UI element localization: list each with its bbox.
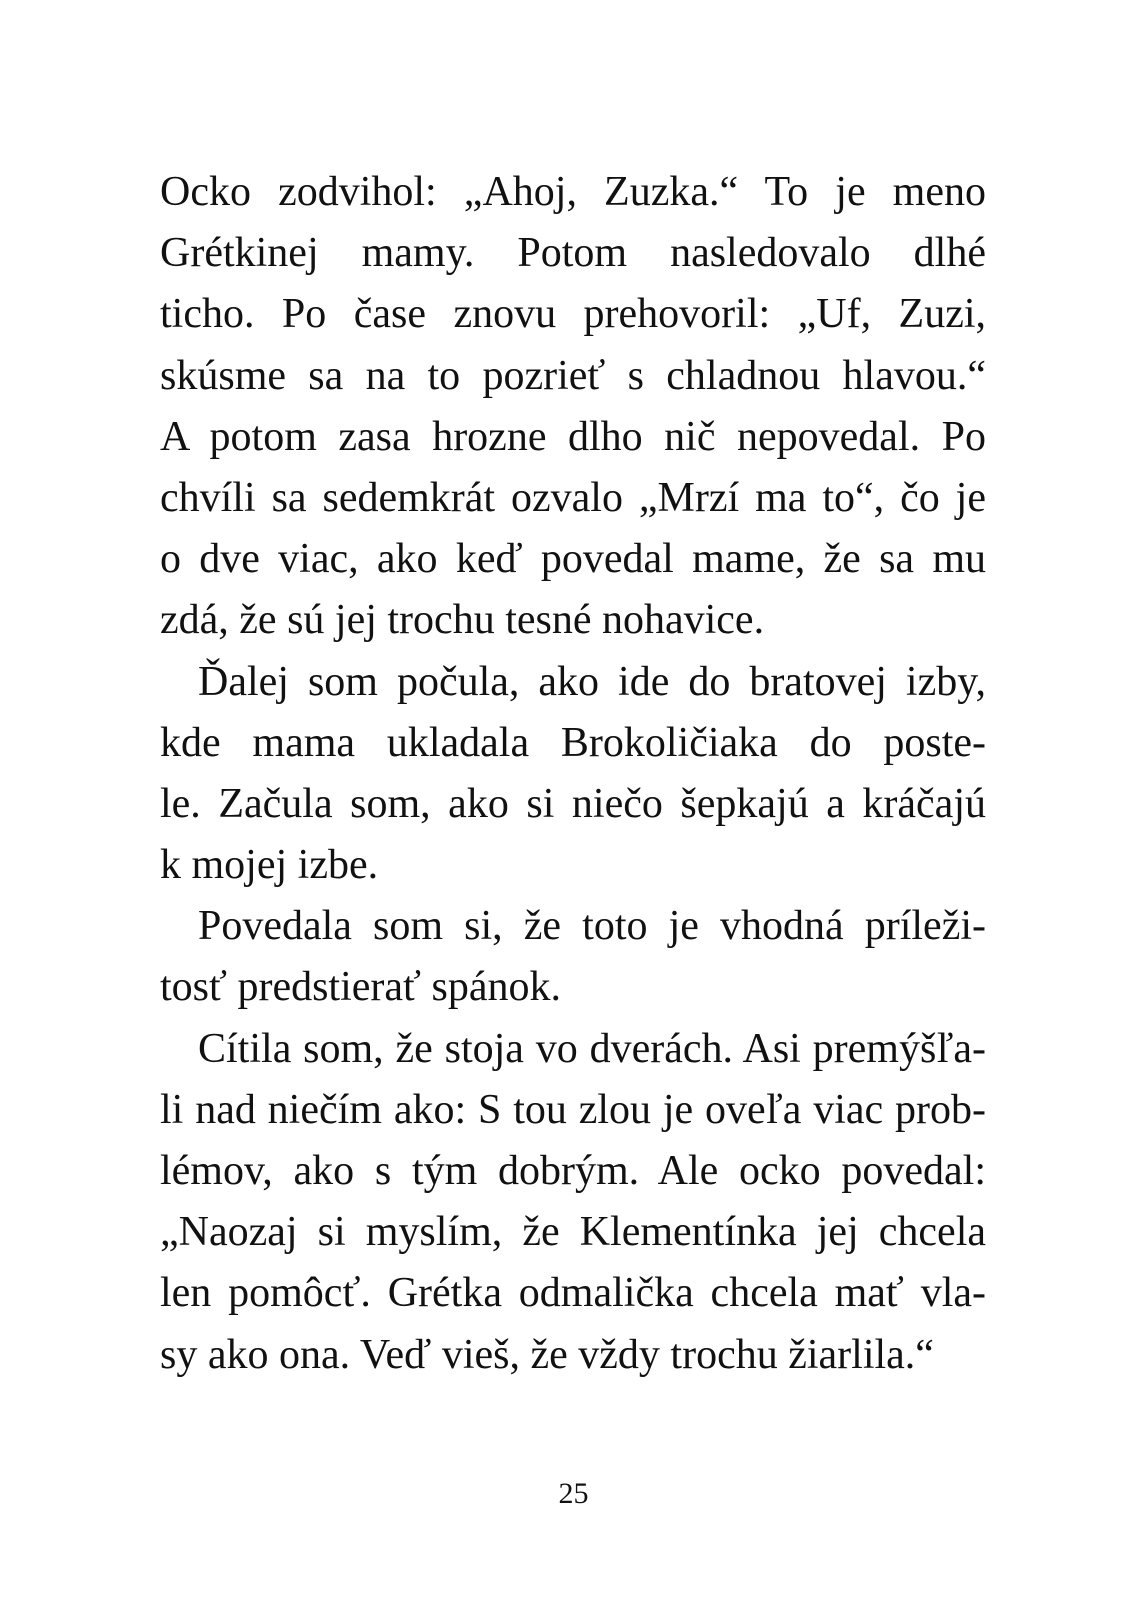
text-line: ticho. Po čase znovu prehovoril: „Uf, Zuzi, — [160, 291, 986, 338]
text-line: le. Začula som, ako si niečo šepkajú a kráčajú — [160, 780, 986, 827]
body-text — [160, 162, 986, 1386]
text-line: Ďalej som počula, ako ide do bratovej izby, — [198, 658, 986, 705]
text-line: o dve viac, ako keď povedal mame, že sa mu — [160, 536, 986, 583]
text-line: chvíli sa sedemkrát ozvalo „Mrzí ma to“, čo je — [160, 474, 986, 521]
text-line: skúsme sa na to pozrieť s chladnou hlavou.“ — [160, 352, 986, 399]
text-line: k mojej izbe. — [160, 842, 379, 889]
text-line: A potom zasa hrozne dlho nič nepovedal. Po — [160, 413, 986, 460]
text-line: zdá, že sú jej trochu tesné nohavice. — [160, 597, 765, 644]
text-line: sy ako ona. Veď vieš, že vždy trochu žiarlila.“ — [160, 1331, 934, 1378]
text-line: len pomôcť. Grétka odmalička chcela mať vla- — [160, 1270, 986, 1317]
text-line: Cítila som, že stoja vo dverách. Asi premýšľa- — [198, 1025, 986, 1072]
text-line: kde mama ukladala Brokoličiaka do poste- — [160, 719, 986, 766]
text-line: Povedala som si, že toto je vhodná príleži- — [198, 903, 986, 950]
text-line: li nad niečím ako: S tou zlou je oveľa viac prob- — [160, 1086, 986, 1133]
text-line: Ocko zodvihol: „Ahoj, Zuzka.“ To je meno — [160, 169, 986, 215]
page-number: 25 — [558, 1477, 589, 1510]
text-line: tosť predstierať spánok. — [160, 964, 561, 1011]
text-line: lémov, ako s tým dobrým. Ale ocko povedal: — [160, 1148, 986, 1194]
text-line: Grétkinej mamy. Potom nasledovalo dlhé — [160, 230, 986, 277]
text-line: „Naozaj si myslím, že Klementínka jej chcela — [160, 1209, 986, 1256]
